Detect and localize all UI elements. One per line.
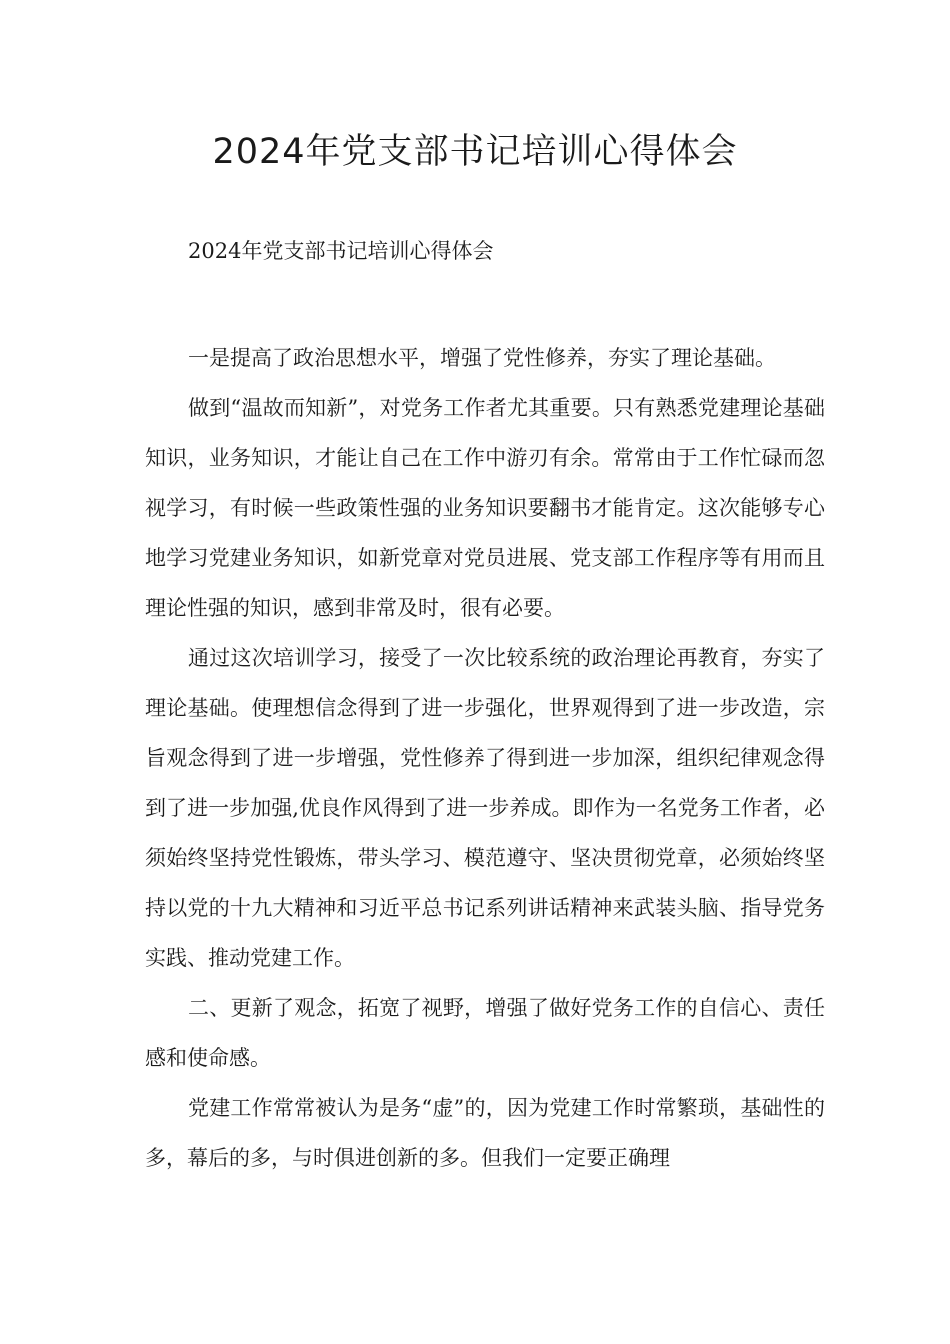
paragraph: 做到“温故而知新”，对党务工作者尤其重要。只有熟悉党建理论基础知识，业务知识，才能让自己在工作中游刃有余。常常由于工作忙碌而忽视学习，有时候一些政策性强的业务知识要翻书才能肯定。这次能够专心地学习党建业务知识，如新党章对党员进展、党支部工作程序等有用而且理论性强的知识，感到非常及时，很有必要。	[145, 396, 825, 620]
document-body	[145, 333, 825, 1183]
paragraph: 一是提高了政治思想水平，增强了党性修养，夯实了理论基础。	[188, 346, 776, 370]
paragraph: 二、更新了观念，拓宽了视野，增强了做好党务工作的自信心、责任感和使命感。	[145, 996, 825, 1070]
document-subtitle: 2024年党支部书记培训心得体会	[188, 239, 494, 263]
paragraph: 通过这次培训学习，接受了一次比较系统的政治理论再教育，夯实了理论基础。使理想信念得到了进一步强化，世界观得到了进一步改造，宗旨观念得到了进一步增强，党性修养了得到进一步加深，组织纪律观念得到了进一步加强,优良作风得到了进一步养成。即作为一名党务工作者，必须始终坚持党性锻炼，带头学习、模范遵守、坚决贯彻党章，必须始终坚持以党的十九大精神和习近平总书记系列讲话精神来武装头脑、指导党务实践、推动党建工作。	[145, 646, 825, 970]
paragraph: 党建工作常常被认为是务“虚”的，因为党建工作时常繁琐，基础性的多，幕后的多，与时俱进创新的多。但我们一定要正确理	[145, 1096, 825, 1170]
document-title: 2024年党支部书记培训心得体会	[212, 132, 738, 172]
